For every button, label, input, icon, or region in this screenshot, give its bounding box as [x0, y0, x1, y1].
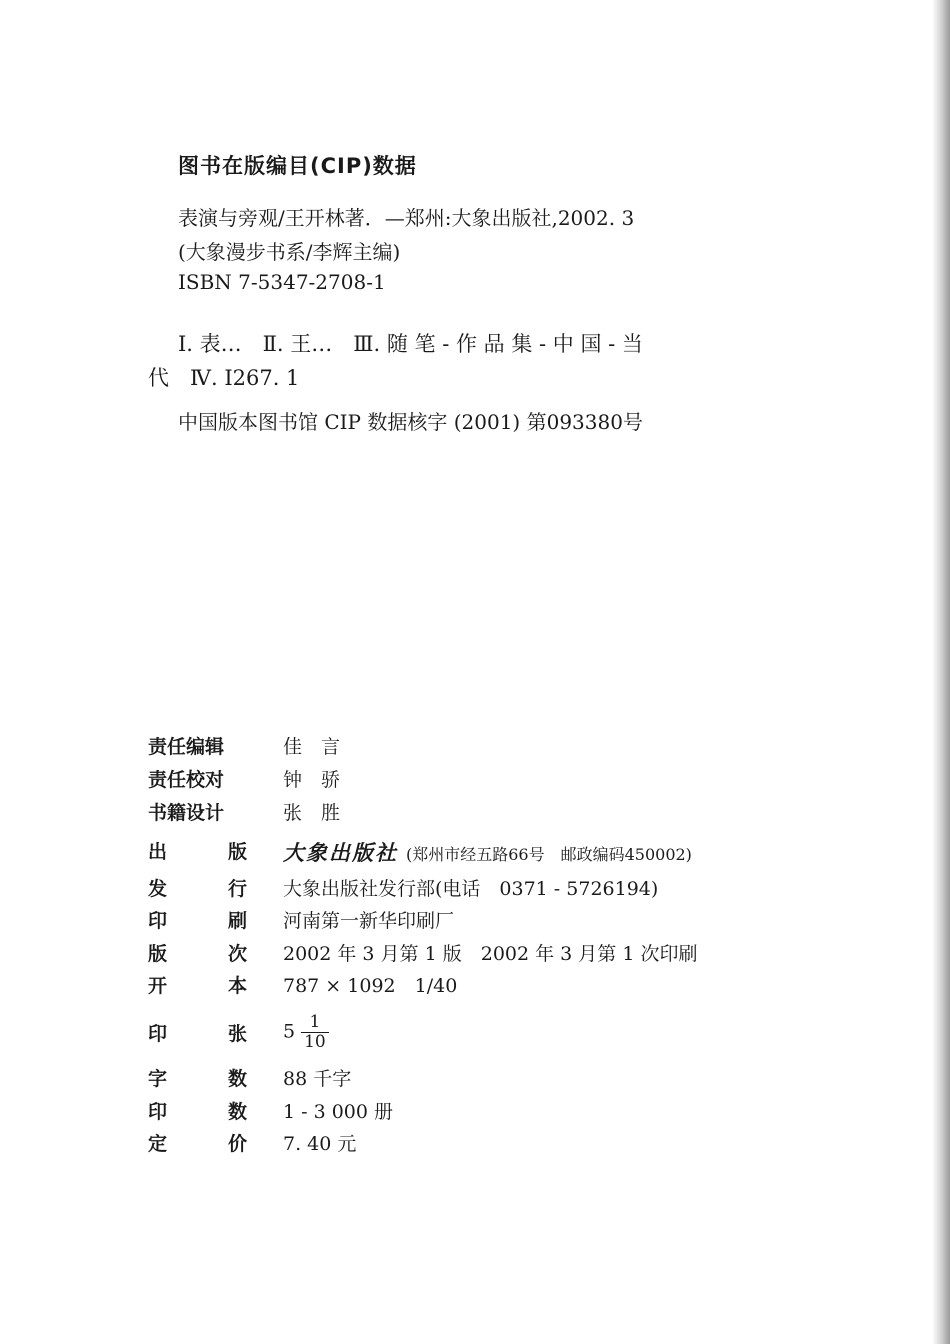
credit-value: 钟 骄 [283, 769, 341, 791]
credit-value: 张 胜 [283, 802, 341, 824]
credit-value: 2002 年 3 月第 1 版 2002 年 3 月第 1 次印刷 [283, 943, 698, 965]
cip-bibliographic-line: 表演与旁观/王开林著．—郑州:大象出版社,2002. 3 [178, 206, 635, 230]
cip-approval-number: 中国版本图书馆 CIP 数据核字 (2001) 第093380号 [178, 410, 643, 434]
credit-label: 书籍设计 [148, 802, 225, 824]
credit-label: 责任校对 [148, 769, 225, 791]
credit-label-first-char: 印 [148, 1023, 168, 1045]
fraction-denominator: 10 [304, 1032, 326, 1052]
credit-value: 河南第一新华印刷厂 [283, 910, 455, 932]
credit-label-second-char: 次 [228, 943, 248, 965]
credit-label-first-char: 印 [148, 910, 168, 932]
credit-label-second-char: 本 [228, 975, 248, 997]
credit-label-second-char: 版 [228, 841, 248, 863]
cip-isbn: ISBN 7-5347-2708-1 [178, 270, 386, 294]
sheets-fraction [301, 1013, 329, 1052]
credit-label-second-char: 数 [228, 1101, 248, 1123]
credit-value: 787 × 1092 1/40 [283, 975, 458, 997]
credit-value: 佳 言 [283, 736, 341, 758]
credit-label-first-char: 出 [148, 841, 168, 863]
credit-value: 7. 40 元 [283, 1133, 357, 1155]
credit-label-second-char: 张 [228, 1023, 248, 1045]
credit-label-second-char: 行 [228, 878, 248, 900]
cip-title: 图书在版编目(CIP)数据 [178, 154, 417, 178]
cip-classification-line-2: 代 Ⅳ. I267. 1 [148, 366, 300, 390]
credit-label-first-char: 版 [148, 943, 168, 965]
credit-value: 1 - 3 000 册 [283, 1101, 394, 1123]
credit-label-first-char: 定 [148, 1133, 168, 1155]
credit-value: 88 千字 [283, 1068, 352, 1090]
credit-label-second-char: 价 [228, 1133, 248, 1155]
publisher-address: (郑州市经五路66号 邮政编码450002) [406, 845, 692, 864]
fraction-numerator: 1 [301, 1013, 329, 1033]
credit-value: 大象出版社发行部(电话 0371 - 5726194) [283, 878, 659, 900]
cip-series-line: (大象漫步书系/李辉主编) [178, 240, 401, 264]
credit-label-first-char: 发 [148, 878, 168, 900]
credit-label-first-char: 字 [148, 1068, 168, 1090]
cip-classification-line-1: Ⅰ. 表… Ⅱ. 王… Ⅲ. 随 笔 - 作 品 集 - 中 国 - 当 [178, 332, 643, 356]
sheets-whole: 5 [283, 1020, 296, 1043]
credit-label: 责任编辑 [148, 736, 225, 758]
publisher-logo-calligraphy: 大象出版社 [283, 840, 398, 865]
credit-label-first-char: 开 [148, 975, 168, 997]
credit-label-second-char: 数 [228, 1068, 248, 1090]
credit-label-second-char: 刷 [228, 910, 248, 932]
credit-label-first-char: 印 [148, 1101, 168, 1123]
page-edge-shadow [932, 0, 950, 1344]
